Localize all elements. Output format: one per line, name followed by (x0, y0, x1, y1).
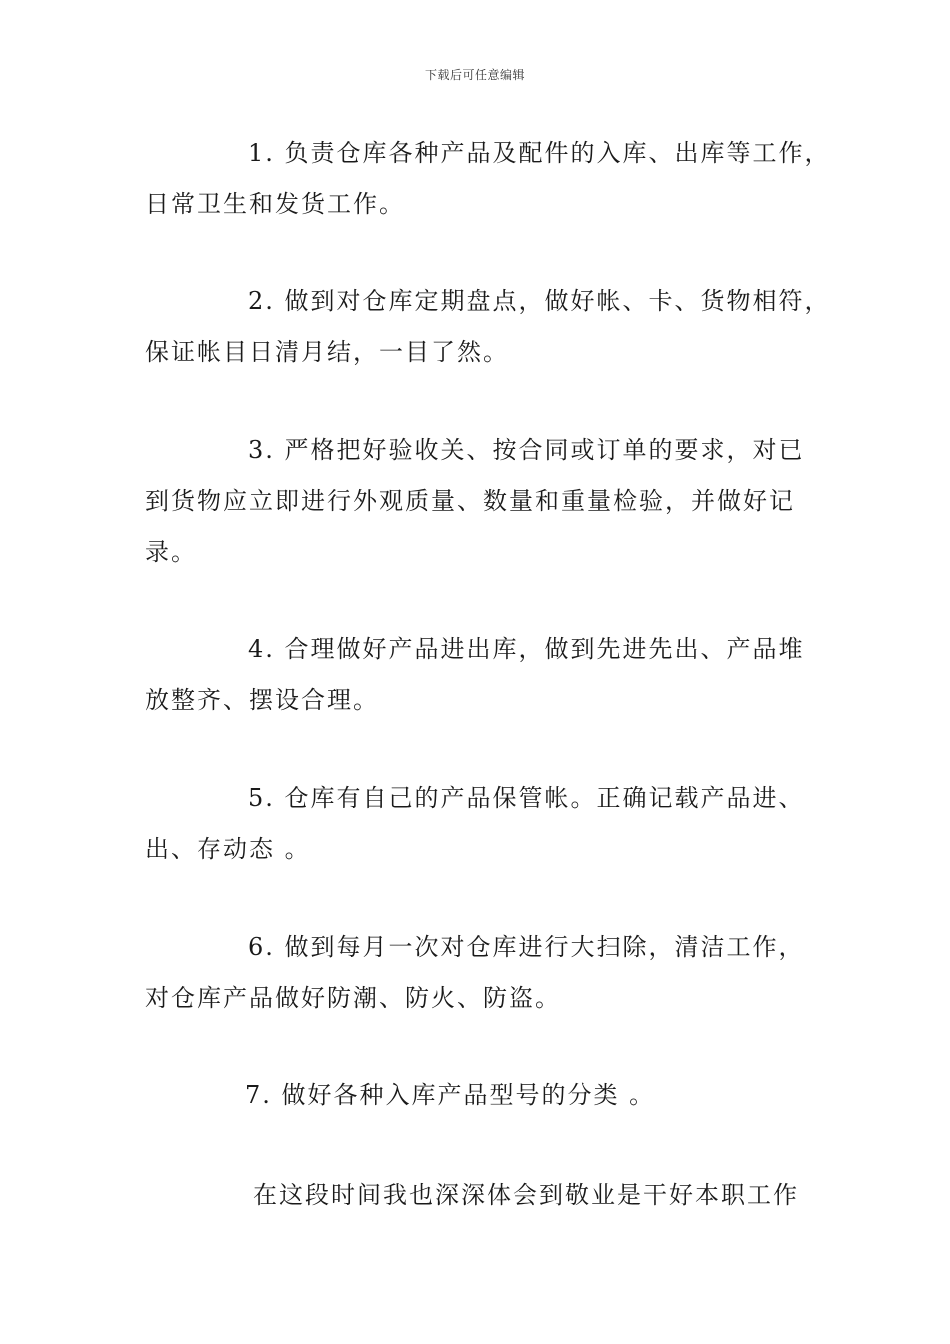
paragraph-line: 2. 做到对仓库定期盘点，做好帐、卡、货物相符， (248, 287, 831, 315)
paragraph-4 (145, 624, 835, 726)
paragraph-line: 日常卫生和发货工作。 (145, 190, 405, 218)
paragraph-1 (145, 128, 835, 230)
paragraph-line: 3. 严格把好验收关、按合同或订单的要求，对已 (248, 436, 805, 464)
page-header: 下载后可任意编辑 (424, 68, 525, 82)
paragraph-line: 保证帐目日清月结，一目了然。 (145, 338, 509, 366)
paragraph-6 (145, 922, 835, 1024)
paragraph-line: 到货物应立即进行外观质量、数量和重量检验，并做好记 (145, 487, 795, 515)
paragraph-line: 7. 做好各种入库产品型号的分类 。 (245, 1081, 656, 1109)
paragraph-line: 录。 (145, 538, 197, 566)
paragraph-line: 对仓库产品做好防潮、防火、防盗。 (145, 984, 561, 1012)
paragraph-line: 5. 仓库有自己的产品保管帐。正确记载产品进、 (248, 784, 805, 812)
paragraph-line: 1. 负责仓库各种产品及配件的入库、出库等工作， (248, 139, 831, 167)
paragraph-line: 4. 合理做好产品进出库，做到先进先出、产品堆 (248, 635, 805, 663)
paragraph-line: 放整齐、摆设合理。 (145, 686, 379, 714)
paragraph-line: 在这段时间我也深深体会到敬业是干好本职工作 (253, 1181, 799, 1209)
paragraph-2 (145, 276, 835, 378)
paragraph-line: 6. 做到每月一次对仓库进行大扫除，清洁工作， (248, 933, 805, 961)
paragraph-line: 出、存动态 。 (145, 835, 311, 863)
paragraph-8 (145, 1170, 835, 1221)
paragraph-7 (145, 1070, 835, 1121)
paragraph-5 (145, 773, 835, 875)
paragraph-3 (145, 425, 835, 578)
